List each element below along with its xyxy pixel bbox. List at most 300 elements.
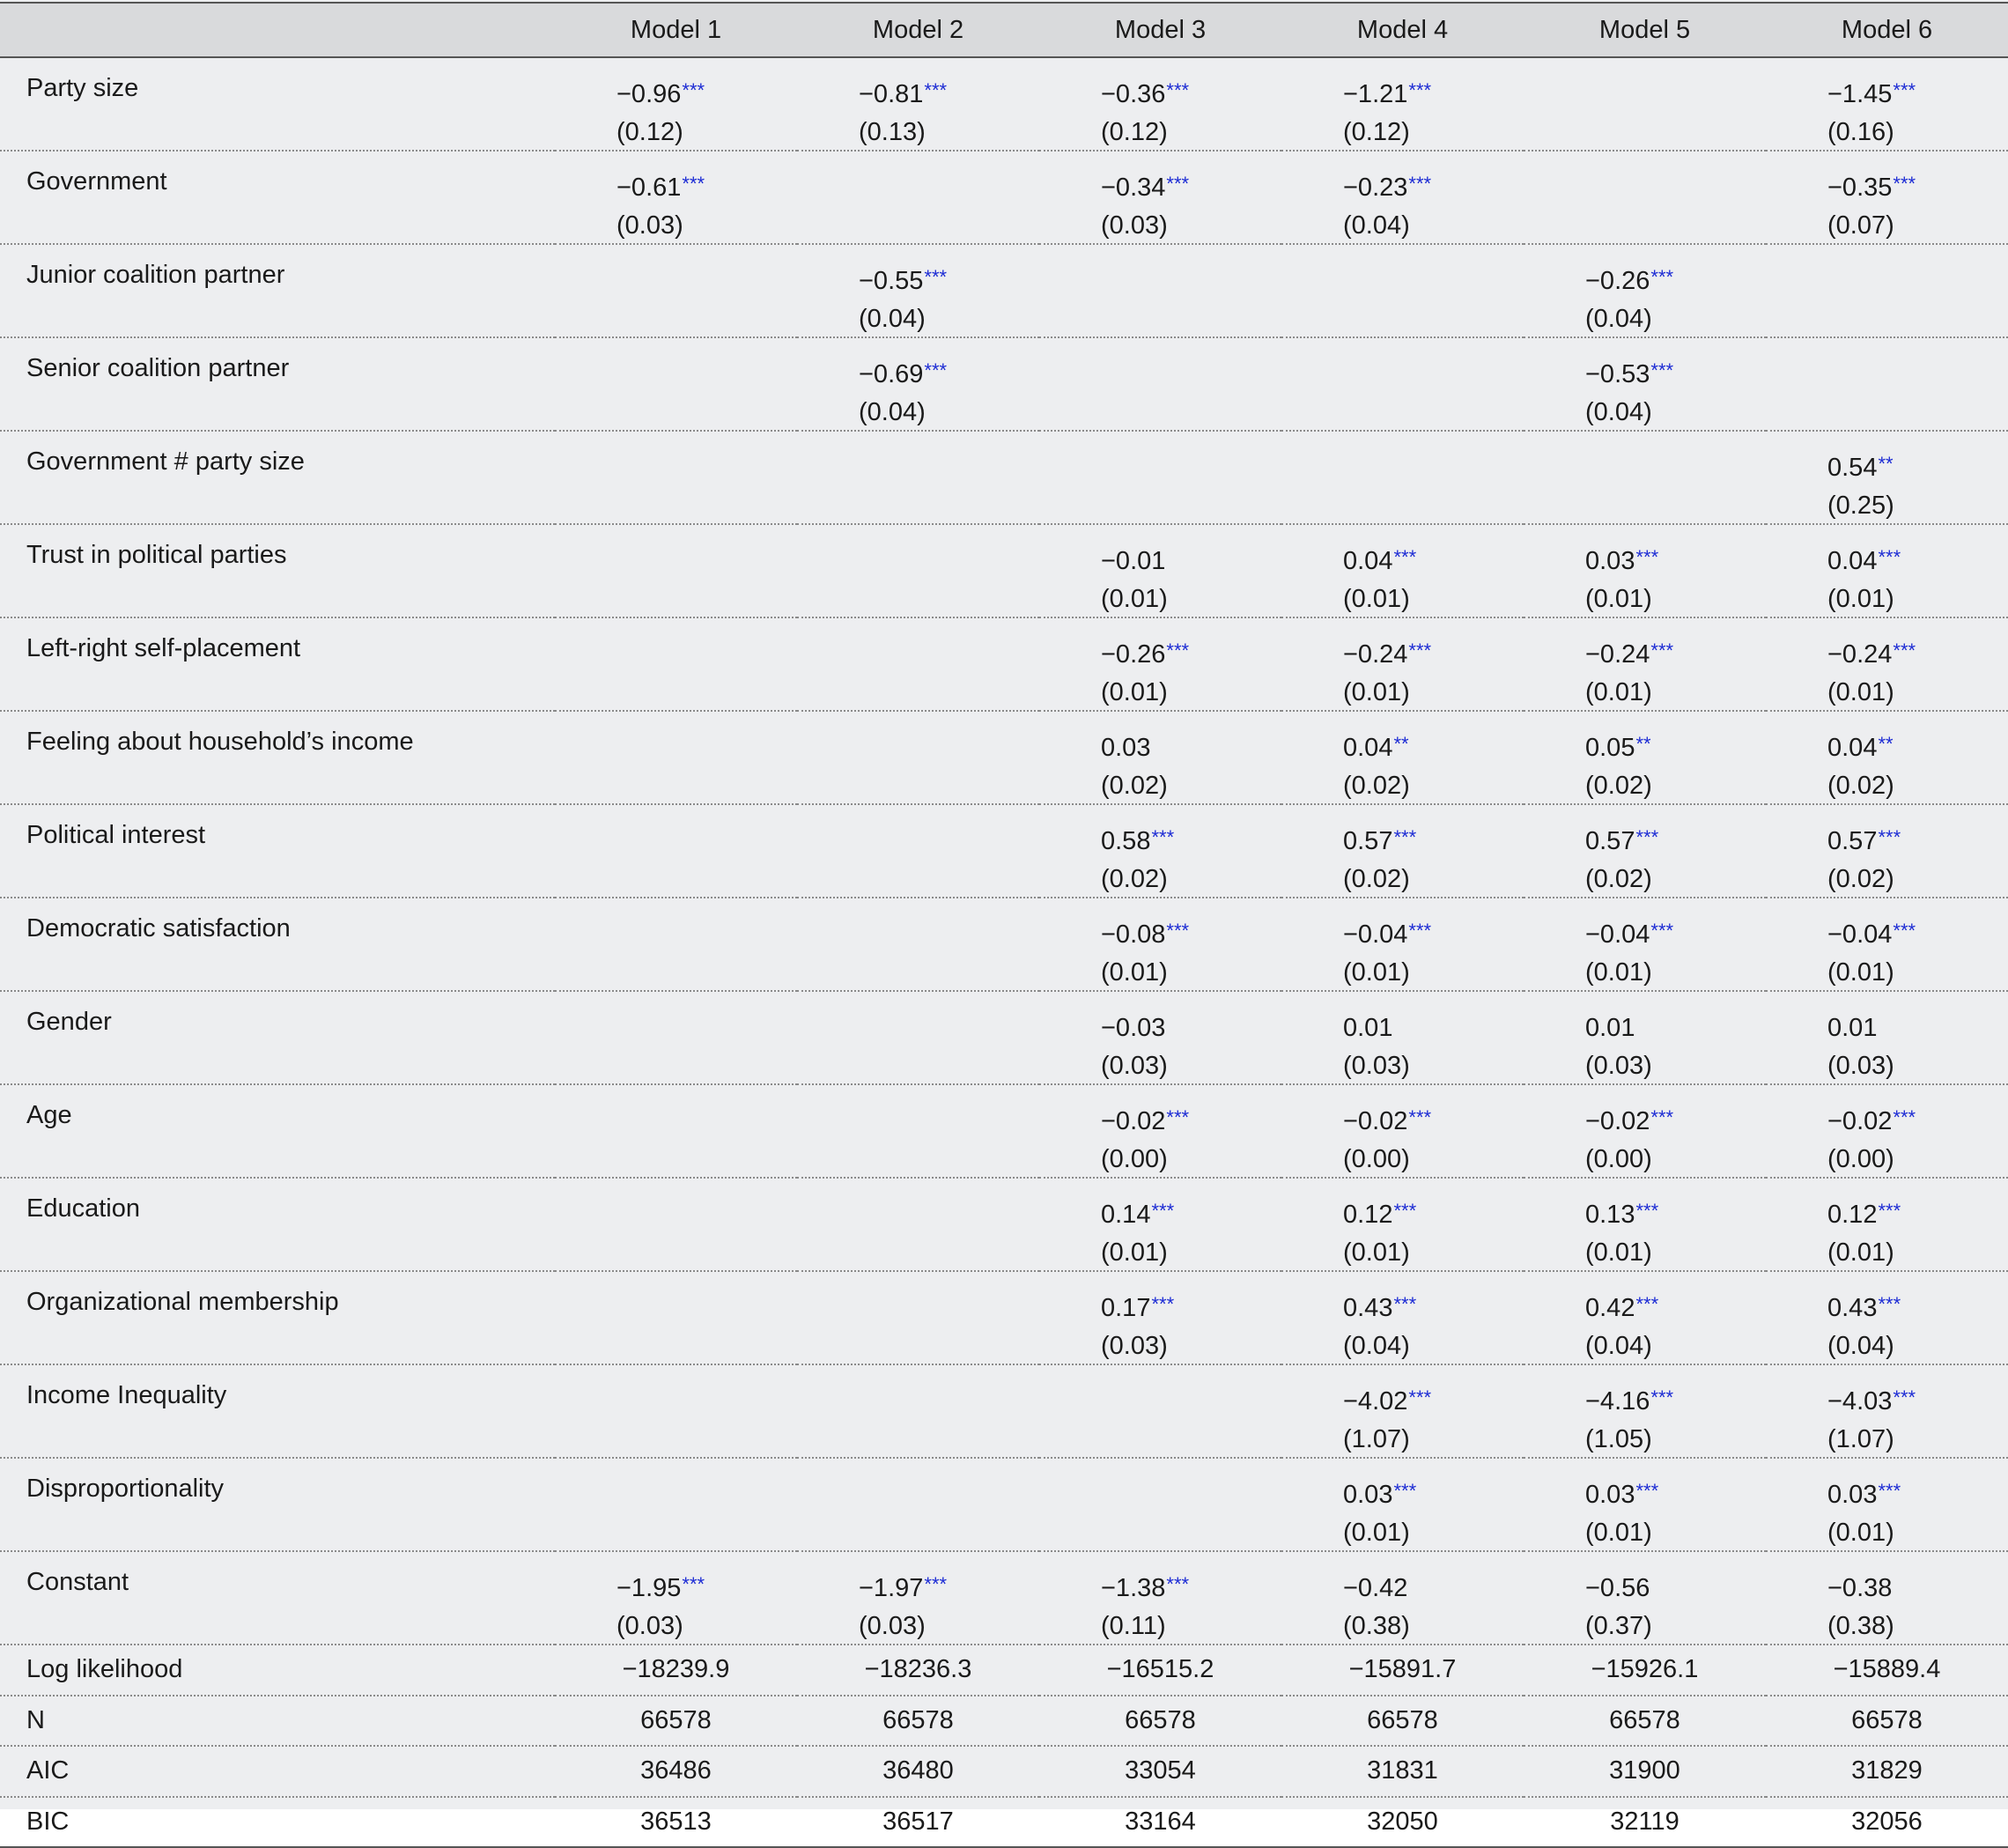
coef-cell — [1281, 1458, 1524, 1551]
coefficient-line — [859, 1288, 1039, 1328]
coefficient-line — [1101, 1008, 1281, 1048]
standard-error: (0.04) — [1343, 1332, 1410, 1360]
coef-cell — [1524, 337, 1766, 431]
coefficient-line — [1343, 447, 1524, 488]
table-row — [0, 431, 2008, 524]
significance-stars: *** — [924, 1573, 948, 1595]
significance-stars: *** — [1166, 920, 1190, 942]
coef-cell — [555, 431, 797, 524]
coef-cell — [797, 804, 1039, 898]
coef-cell — [555, 1178, 797, 1271]
standard-error: (0.01) — [1343, 678, 1410, 706]
standard-error: (0.03) — [1101, 1052, 1168, 1080]
significance-stars: *** — [1635, 1200, 1659, 1222]
standard-error: (0.12) — [616, 118, 683, 146]
significance-stars: *** — [1166, 79, 1190, 101]
coef-cell — [1766, 991, 2008, 1084]
coef-cell — [555, 1084, 797, 1178]
coef-cell — [1524, 1551, 1766, 1645]
coefficient-value: −1.95 — [616, 1574, 682, 1602]
coef-cell — [1281, 898, 1524, 991]
significance-stars: *** — [682, 1573, 705, 1595]
coef-cell — [1524, 804, 1766, 898]
coefficient-line — [1343, 261, 1524, 301]
stat-value: 66578 — [882, 1705, 954, 1734]
coefficient-line — [1827, 354, 2008, 395]
coefficient-line — [1585, 261, 1766, 301]
standard-error: (0.37) — [1585, 1612, 1652, 1640]
stat-label: N — [26, 1705, 45, 1734]
coefficient-line — [859, 634, 1039, 675]
coefficient-line — [1343, 541, 1524, 581]
coef-cell — [1039, 431, 1281, 524]
coefficient-value: 0.04 — [1343, 734, 1393, 762]
coefficient-line — [1101, 1568, 1281, 1608]
significance-stars: ** — [1878, 733, 1894, 755]
coefficient-line — [1101, 541, 1281, 581]
coefficient-line — [1585, 1568, 1766, 1608]
coef-cell — [1281, 991, 1524, 1084]
significance-stars: *** — [1393, 1480, 1417, 1502]
coefficient-line — [1101, 1288, 1281, 1328]
significance-stars: *** — [1408, 1386, 1432, 1408]
coef-cell — [797, 151, 1039, 244]
significance-stars: *** — [1393, 1293, 1417, 1315]
row-label: Trust in political parties — [26, 541, 287, 569]
significance-stars: *** — [1893, 1386, 1916, 1408]
coefficient-line — [1343, 821, 1524, 861]
coef-cell — [555, 244, 797, 337]
coefficient-line — [1101, 354, 1281, 395]
coefficient-line — [1827, 1101, 2008, 1142]
coefficient-line — [616, 728, 797, 768]
standard-error: (0.04) — [859, 398, 926, 426]
coefficient-value: 0.01 — [1827, 1014, 1878, 1042]
standard-error: (0.02) — [1101, 772, 1168, 800]
coefficient-value: 0.01 — [1343, 1014, 1393, 1042]
stat-row — [0, 1696, 2008, 1747]
coef-cell — [555, 57, 797, 151]
coef-cell — [1524, 1364, 1766, 1458]
coefficient-line — [1585, 1194, 1766, 1235]
coef-cell — [1524, 1178, 1766, 1271]
coefficient-line — [616, 74, 797, 115]
coef-cell — [1281, 524, 1524, 617]
coefficient-line — [1101, 728, 1281, 768]
standard-error: (0.00) — [1101, 1145, 1168, 1173]
table-row — [0, 57, 2008, 151]
standard-error: (0.02) — [1101, 865, 1168, 893]
coefficient-value: −0.23 — [1343, 174, 1408, 202]
coef-cell — [555, 617, 797, 711]
row-label: Education — [26, 1194, 140, 1223]
coef-cell — [1039, 1271, 1281, 1364]
standard-error: (0.38) — [1343, 1612, 1410, 1640]
coefficient-line — [1585, 1288, 1766, 1328]
regression-table — [0, 2, 2008, 1848]
significance-stars: *** — [924, 79, 948, 101]
coefficient-value: −0.69 — [859, 360, 924, 388]
stat-label: AIC — [26, 1756, 70, 1785]
coefficient-value: −0.38 — [1827, 1574, 1893, 1602]
coefficient-line — [1827, 634, 2008, 675]
coefficient-line — [1343, 914, 1524, 955]
coef-cell — [1039, 1551, 1281, 1645]
stat-value: −18239.9 — [622, 1655, 730, 1684]
coefficient-line — [1343, 1194, 1524, 1235]
coefficient-line — [1343, 1381, 1524, 1422]
table-row — [0, 991, 2008, 1084]
coef-cell — [797, 1458, 1039, 1551]
coefficient-value: −0.34 — [1101, 174, 1166, 202]
coefficient-line — [1343, 167, 1524, 208]
coef-cell — [1766, 1458, 2008, 1551]
coefficient-line — [1101, 261, 1281, 301]
coefficient-line — [1585, 728, 1766, 768]
significance-stars: *** — [1408, 920, 1432, 942]
coefficient-line — [1343, 728, 1524, 768]
coef-cell — [1524, 244, 1766, 337]
coef-cell — [555, 1458, 797, 1551]
coefficient-line — [616, 447, 797, 488]
significance-stars: *** — [1408, 173, 1432, 195]
table-row — [0, 804, 2008, 898]
standard-error: (0.02) — [1585, 865, 1652, 893]
standard-error: (0.12) — [1101, 118, 1168, 146]
standard-error: (0.00) — [1827, 1145, 1894, 1173]
coef-cell — [1281, 804, 1524, 898]
coefficient-value: −0.24 — [1343, 640, 1408, 669]
coefficient-line — [1827, 914, 2008, 955]
coefficient-value: −0.04 — [1585, 920, 1650, 949]
coef-cell — [1039, 991, 1281, 1084]
coef-cell — [1039, 337, 1281, 431]
standard-error: (0.01) — [1585, 585, 1652, 613]
coefficient-line — [859, 914, 1039, 955]
standard-error: (0.03) — [1343, 1052, 1410, 1080]
significance-stars: *** — [1893, 173, 1916, 195]
coef-cell — [1766, 431, 2008, 524]
row-label: Political interest — [26, 821, 206, 849]
significance-stars: *** — [1151, 1293, 1175, 1315]
table-row — [0, 1178, 2008, 1271]
coefficient-line — [1827, 167, 2008, 208]
coef-cell — [1039, 244, 1281, 337]
standard-error: (0.03) — [1827, 1052, 1894, 1080]
significance-stars: *** — [1650, 1386, 1674, 1408]
coefficient-value: −0.08 — [1101, 920, 1166, 949]
coefficient-value: −1.38 — [1101, 1574, 1166, 1602]
coefficient-line — [1585, 1475, 1766, 1515]
significance-stars: *** — [1393, 826, 1417, 848]
coefficient-line — [1585, 1101, 1766, 1142]
coef-cell — [797, 898, 1039, 991]
significance-stars: *** — [682, 79, 705, 101]
coefficient-line — [1827, 1568, 2008, 1608]
significance-stars: *** — [1878, 1480, 1901, 1502]
coefficient-line — [1827, 541, 2008, 581]
stat-value: 36486 — [640, 1756, 712, 1785]
standard-error: (0.02) — [1585, 772, 1652, 800]
row-label: Organizational membership — [26, 1288, 339, 1316]
stat-value: 32119 — [1610, 1807, 1679, 1836]
coef-cell — [1524, 57, 1766, 151]
standard-error: (0.04) — [1585, 305, 1652, 333]
coef-cell — [1281, 57, 1524, 151]
stat-value: 66578 — [640, 1705, 712, 1734]
significance-stars: *** — [1878, 1293, 1901, 1315]
coef-cell — [797, 1084, 1039, 1178]
standard-error: (0.01) — [1827, 1519, 1894, 1547]
coef-cell — [555, 711, 797, 804]
standard-error: (0.01) — [1343, 958, 1410, 987]
significance-stars: *** — [1635, 546, 1659, 568]
coef-cell — [1766, 898, 2008, 991]
significance-stars: *** — [924, 266, 948, 288]
coefficient-line — [616, 1381, 797, 1422]
stat-value: 31900 — [1609, 1756, 1680, 1785]
significance-stars: *** — [1151, 1200, 1175, 1222]
significance-stars: *** — [1408, 639, 1432, 662]
coefficient-value: −0.56 — [1585, 1574, 1650, 1602]
standard-error: (0.04) — [1585, 398, 1652, 426]
coef-cell — [1766, 1364, 2008, 1458]
coefficient-line — [1827, 1475, 2008, 1515]
significance-stars: *** — [1408, 79, 1432, 101]
coefficient-line — [1343, 1101, 1524, 1142]
coefficient-value: −0.35 — [1827, 174, 1893, 202]
stat-value: 32056 — [1851, 1807, 1923, 1836]
coefficient-value: 0.03 — [1343, 1481, 1393, 1509]
coefficient-value: 0.17 — [1101, 1294, 1151, 1322]
standard-error: (0.04) — [1585, 1332, 1652, 1360]
significance-stars: *** — [1893, 1106, 1916, 1128]
coefficient-value: 0.43 — [1343, 1294, 1393, 1322]
standard-error: (0.01) — [1585, 1238, 1652, 1267]
coefficient-line — [1585, 634, 1766, 675]
coef-cell — [1281, 431, 1524, 524]
coefficient-value: −0.36 — [1101, 80, 1166, 108]
coef-cell — [1281, 1271, 1524, 1364]
header-row — [0, 3, 2008, 57]
coef-cell — [1039, 57, 1281, 151]
coef-cell — [1281, 1364, 1524, 1458]
coef-cell — [1281, 337, 1524, 431]
significance-stars: *** — [1408, 1106, 1432, 1128]
standard-error: (0.01) — [1585, 958, 1652, 987]
coefficient-value: 0.57 — [1827, 827, 1878, 855]
standard-error: (0.38) — [1827, 1612, 1894, 1640]
coefficient-value: −0.42 — [1343, 1574, 1408, 1602]
coefficient-line — [1101, 1381, 1281, 1422]
coef-cell — [797, 617, 1039, 711]
coefficient-line — [859, 728, 1039, 768]
coefficient-value: 0.04 — [1827, 734, 1878, 762]
significance-stars: *** — [1650, 359, 1674, 381]
row-label: Left-right self-placement — [26, 634, 301, 662]
coef-cell — [1524, 898, 1766, 991]
significance-stars: *** — [1166, 173, 1190, 195]
coef-cell — [1766, 617, 2008, 711]
stat-value: 36480 — [882, 1756, 954, 1785]
standard-error: (0.02) — [1827, 865, 1894, 893]
standard-error: (0.01) — [1343, 1238, 1410, 1267]
coef-cell — [1039, 1084, 1281, 1178]
coef-cell — [555, 1551, 797, 1645]
coef-cell — [555, 337, 797, 431]
coefficient-line — [1585, 167, 1766, 208]
table-row — [0, 1084, 2008, 1178]
stat-value: −15889.4 — [1833, 1655, 1941, 1684]
stat-value: 36513 — [640, 1807, 712, 1836]
coefficient-line — [1585, 1381, 1766, 1422]
standard-error: (0.01) — [1827, 678, 1894, 706]
row-label: Senior coalition partner — [26, 354, 290, 382]
coefficient-value: −4.16 — [1585, 1387, 1650, 1416]
coefficient-line — [1585, 914, 1766, 955]
standard-error: (0.04) — [1827, 1332, 1894, 1360]
coefficient-value: 0.04 — [1827, 547, 1878, 575]
coefficient-value: −0.24 — [1827, 640, 1893, 669]
coefficient-line — [1101, 1194, 1281, 1235]
coefficient-value: −0.02 — [1585, 1107, 1650, 1135]
coefficient-line — [859, 1381, 1039, 1422]
significance-stars: *** — [682, 173, 705, 195]
coefficient-line — [1585, 1008, 1766, 1048]
standard-error: (0.03) — [616, 1612, 683, 1640]
coef-cell — [797, 244, 1039, 337]
coefficient-value: 0.54 — [1827, 454, 1878, 482]
significance-stars: *** — [1650, 639, 1674, 662]
header-model-6: Model 6 — [1766, 3, 2008, 57]
coef-cell — [797, 1551, 1039, 1645]
coefficient-line — [616, 167, 797, 208]
significance-stars: *** — [1166, 1573, 1190, 1595]
stat-value: 31829 — [1851, 1756, 1923, 1785]
coef-cell — [1524, 151, 1766, 244]
coefficient-line — [859, 261, 1039, 301]
stat-value: 31831 — [1367, 1756, 1438, 1785]
stat-value: 32050 — [1367, 1807, 1438, 1836]
row-label: Constant — [26, 1568, 129, 1596]
coefficient-line — [1343, 1475, 1524, 1515]
coefficient-line — [859, 354, 1039, 395]
standard-error: (0.02) — [1343, 865, 1410, 893]
row-label: Age — [26, 1101, 72, 1129]
coef-cell — [1766, 1551, 2008, 1645]
significance-stars: *** — [1650, 266, 1674, 288]
standard-error: (1.07) — [1343, 1425, 1410, 1453]
standard-error: (0.01) — [1827, 958, 1894, 987]
standard-error: (0.02) — [1343, 772, 1410, 800]
coef-cell — [1766, 57, 2008, 151]
standard-error: (0.25) — [1827, 492, 1894, 520]
coef-cell — [1039, 524, 1281, 617]
coefficient-value: 0.14 — [1101, 1201, 1151, 1229]
coefficient-line — [859, 1568, 1039, 1608]
coefficient-value: 0.12 — [1343, 1201, 1393, 1229]
coefficient-value: −1.21 — [1343, 80, 1408, 108]
coefficient-line — [1343, 634, 1524, 675]
table-row — [0, 244, 2008, 337]
row-label: Feeling about household’s income — [26, 728, 414, 756]
coefficient-value: −0.26 — [1101, 640, 1166, 669]
standard-error: (0.01) — [1343, 585, 1410, 613]
standard-error: (0.01) — [1101, 958, 1168, 987]
stat-row — [0, 1746, 2008, 1797]
coef-cell — [1281, 151, 1524, 244]
table-row — [0, 711, 2008, 804]
coefficient-line — [616, 821, 797, 861]
standard-error: (0.00) — [1343, 1145, 1410, 1173]
significance-stars: *** — [1893, 639, 1916, 662]
coefficient-line — [1585, 541, 1766, 581]
table-row — [0, 898, 2008, 991]
coefficient-line — [1101, 914, 1281, 955]
coefficient-line — [616, 1101, 797, 1142]
coef-cell — [797, 57, 1039, 151]
coef-cell — [555, 1364, 797, 1458]
standard-error: (0.03) — [1585, 1052, 1652, 1080]
coefficient-line — [859, 1194, 1039, 1235]
coefficient-value: −0.01 — [1101, 547, 1166, 575]
coef-cell — [1039, 151, 1281, 244]
row-label: Disproportionality — [26, 1475, 225, 1503]
coefficient-value: −0.96 — [616, 80, 682, 108]
header-empty — [0, 3, 555, 57]
coefficient-line — [859, 1475, 1039, 1515]
coef-cell — [555, 1271, 797, 1364]
coefficient-line — [1101, 1475, 1281, 1515]
coefficient-line — [1827, 1194, 2008, 1235]
significance-stars: *** — [1878, 546, 1901, 568]
significance-stars: *** — [1166, 639, 1190, 662]
coefficient-line — [616, 1008, 797, 1048]
coefficient-line — [616, 354, 797, 395]
standard-error: (0.12) — [1343, 118, 1410, 146]
coefficient-value: 0.03 — [1585, 1481, 1635, 1509]
coefficient-line — [859, 821, 1039, 861]
coefficient-value: 0.03 — [1827, 1481, 1878, 1509]
table-row — [0, 151, 2008, 244]
coef-cell — [1524, 524, 1766, 617]
coef-cell — [1524, 1458, 1766, 1551]
stat-value: 66578 — [1851, 1705, 1923, 1734]
row-label: Government # party size — [26, 447, 305, 476]
stat-value: 66578 — [1367, 1705, 1438, 1734]
significance-stars: *** — [1878, 826, 1901, 848]
coefficient-line — [616, 1568, 797, 1608]
coefficient-line — [1827, 1381, 2008, 1422]
coef-cell — [1766, 1084, 2008, 1178]
header-model-4: Model 4 — [1281, 3, 1524, 57]
row-label: Gender — [26, 1008, 112, 1036]
coef-cell — [1281, 711, 1524, 804]
coefficient-line — [859, 1101, 1039, 1142]
standard-error: (0.04) — [1343, 211, 1410, 240]
coef-cell — [1766, 804, 2008, 898]
coefficient-line — [1343, 1568, 1524, 1608]
header-model-5: Model 5 — [1524, 3, 1766, 57]
header-model-1: Model 1 — [555, 3, 797, 57]
coefficient-line — [616, 1475, 797, 1515]
significance-stars: *** — [1878, 1200, 1901, 1222]
standard-error: (0.00) — [1585, 1145, 1652, 1173]
standard-error: (0.01) — [1101, 1238, 1168, 1267]
coefficient-value: −0.04 — [1827, 920, 1893, 949]
significance-stars: *** — [1151, 826, 1175, 848]
coefficient-line — [1827, 728, 2008, 768]
